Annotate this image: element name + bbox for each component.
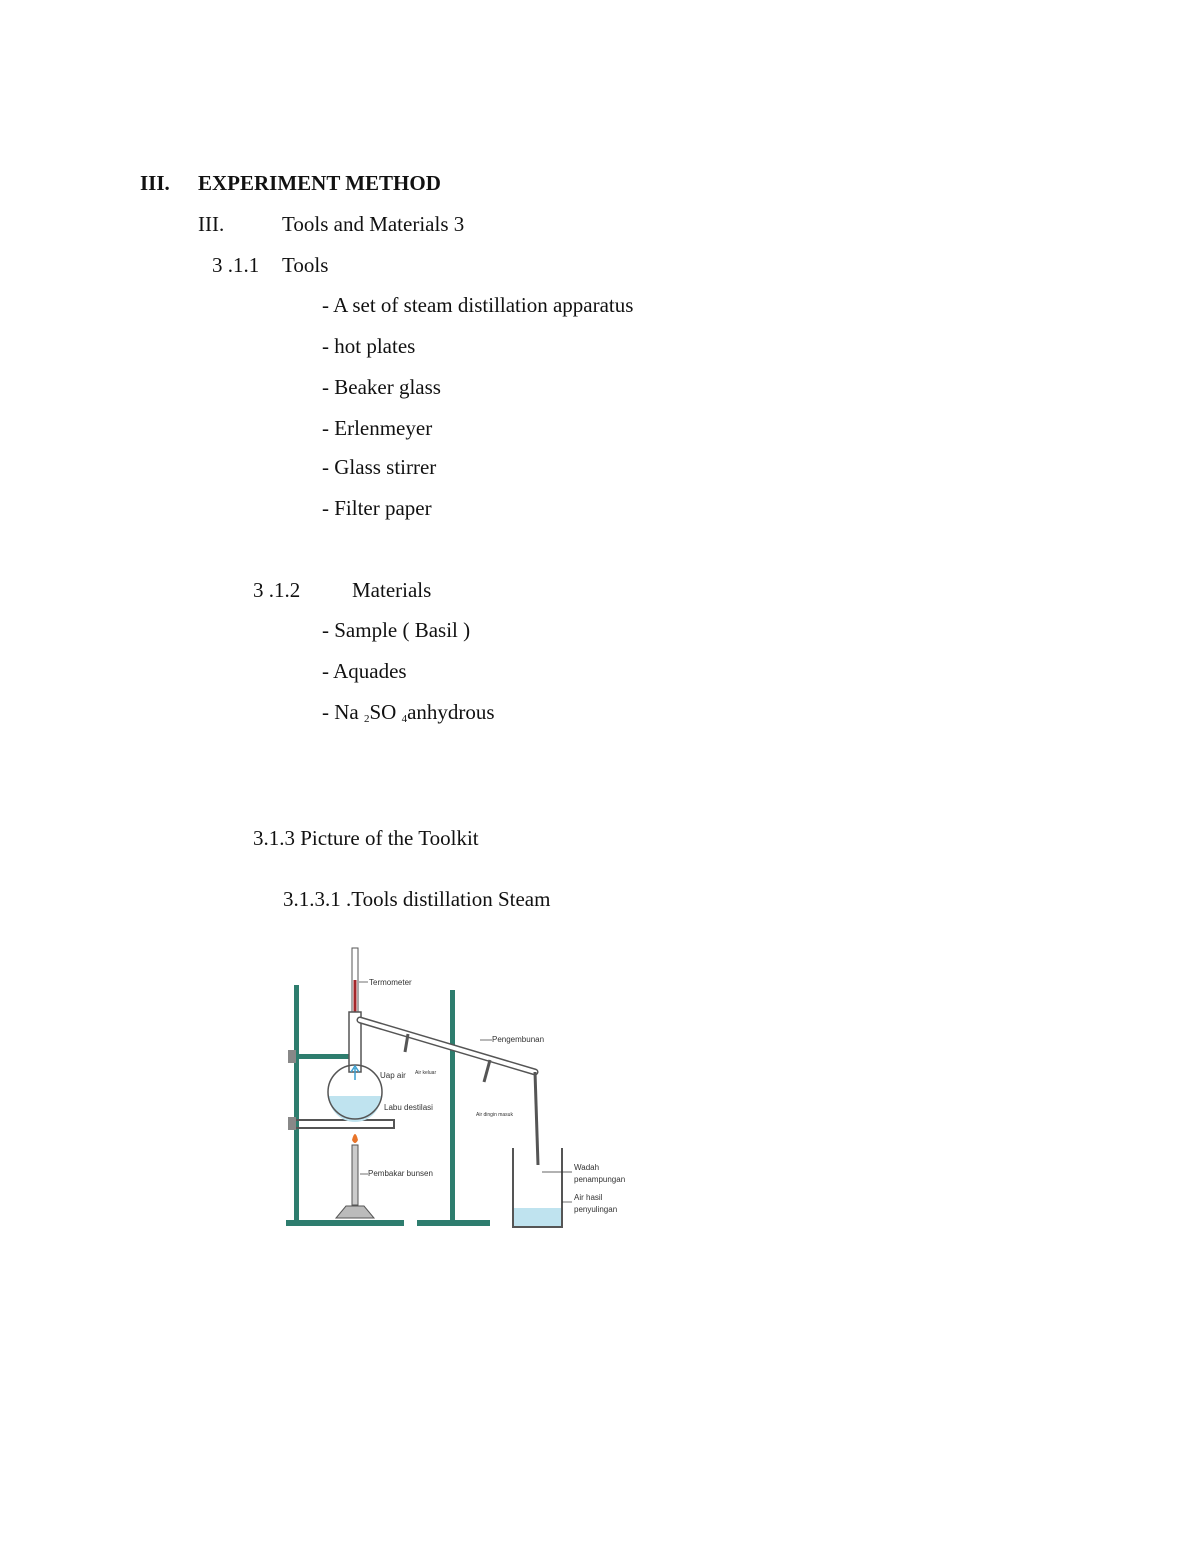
picture-subheading: 3.1.3.1 .Tools distillation Steam xyxy=(283,887,551,911)
picture-heading: 3.1.3 Picture of the Toolkit xyxy=(253,826,479,850)
tool-item: - Filter paper xyxy=(322,496,432,520)
burner-base xyxy=(336,1206,374,1218)
tool-item: - Beaker glass xyxy=(322,375,441,399)
label-pengembunan: Pengembunan xyxy=(492,1035,545,1044)
label-penyulingan: penyulingan xyxy=(574,1205,618,1214)
flask-liquid xyxy=(329,1096,381,1122)
beaker-liquid xyxy=(513,1208,562,1226)
label-air-keluar: Air keluar xyxy=(415,1070,437,1076)
label-pembakar-bunsen: Pembakar bunsen xyxy=(368,1169,433,1178)
stand-rod-left xyxy=(294,985,299,1225)
chem-mid: SO xyxy=(369,700,402,724)
clamp-knob xyxy=(288,1117,296,1130)
tool-item: - A set of steam distillation apparatus xyxy=(322,293,634,317)
materials-number: 3 .1.2 xyxy=(253,578,301,602)
chem-prefix: - Na xyxy=(322,700,364,724)
stand-rod-middle xyxy=(450,990,455,1225)
tools-number: 3 .1.1 xyxy=(212,253,260,277)
chem-subscript: 4 xyxy=(401,713,408,725)
distillation-apparatus-figure xyxy=(280,940,660,1240)
tool-item: - hot plates xyxy=(322,334,416,358)
label-uap-air: Uap air xyxy=(380,1071,406,1080)
label-wadah: Wadah xyxy=(574,1163,600,1172)
subsection-number: III. xyxy=(198,212,225,236)
label-air-dingin-masuk: Air dingin masuk xyxy=(476,1112,513,1118)
water-in-pipe xyxy=(484,1060,490,1082)
chem-suffix: anhydrous xyxy=(407,700,495,724)
burner-tube xyxy=(352,1145,358,1205)
subsection-title: Tools and Materials 3 xyxy=(282,212,465,236)
label-air-hasil: Air hasil xyxy=(574,1193,603,1202)
label-penampungan: penampungan xyxy=(574,1175,626,1184)
stand-base-middle xyxy=(417,1220,490,1226)
material-item: - Aquades xyxy=(322,659,407,683)
adapter xyxy=(535,1072,538,1165)
label-termometer: Termometer xyxy=(369,978,412,987)
tool-item: - Erlenmeyer xyxy=(322,416,433,440)
material-item-chemical xyxy=(322,700,495,731)
chem-subscript: 2 xyxy=(363,713,370,725)
tools-title: Tools xyxy=(282,253,329,277)
section-title: EXPERIMENT METHOD xyxy=(198,171,441,195)
tool-item: - Glass stirrer xyxy=(322,455,437,479)
section-number: III. xyxy=(140,171,170,195)
ring-support xyxy=(290,1120,394,1128)
stand-base-left xyxy=(286,1220,404,1226)
flame xyxy=(352,1134,358,1143)
condenser-tube-inner xyxy=(360,1020,535,1072)
materials-title: Materials xyxy=(352,578,432,602)
material-item: - Sample ( Basil ) xyxy=(322,618,471,642)
label-labu-destilasi: Labu destilasi xyxy=(384,1103,433,1112)
clamp-knob xyxy=(288,1050,296,1063)
